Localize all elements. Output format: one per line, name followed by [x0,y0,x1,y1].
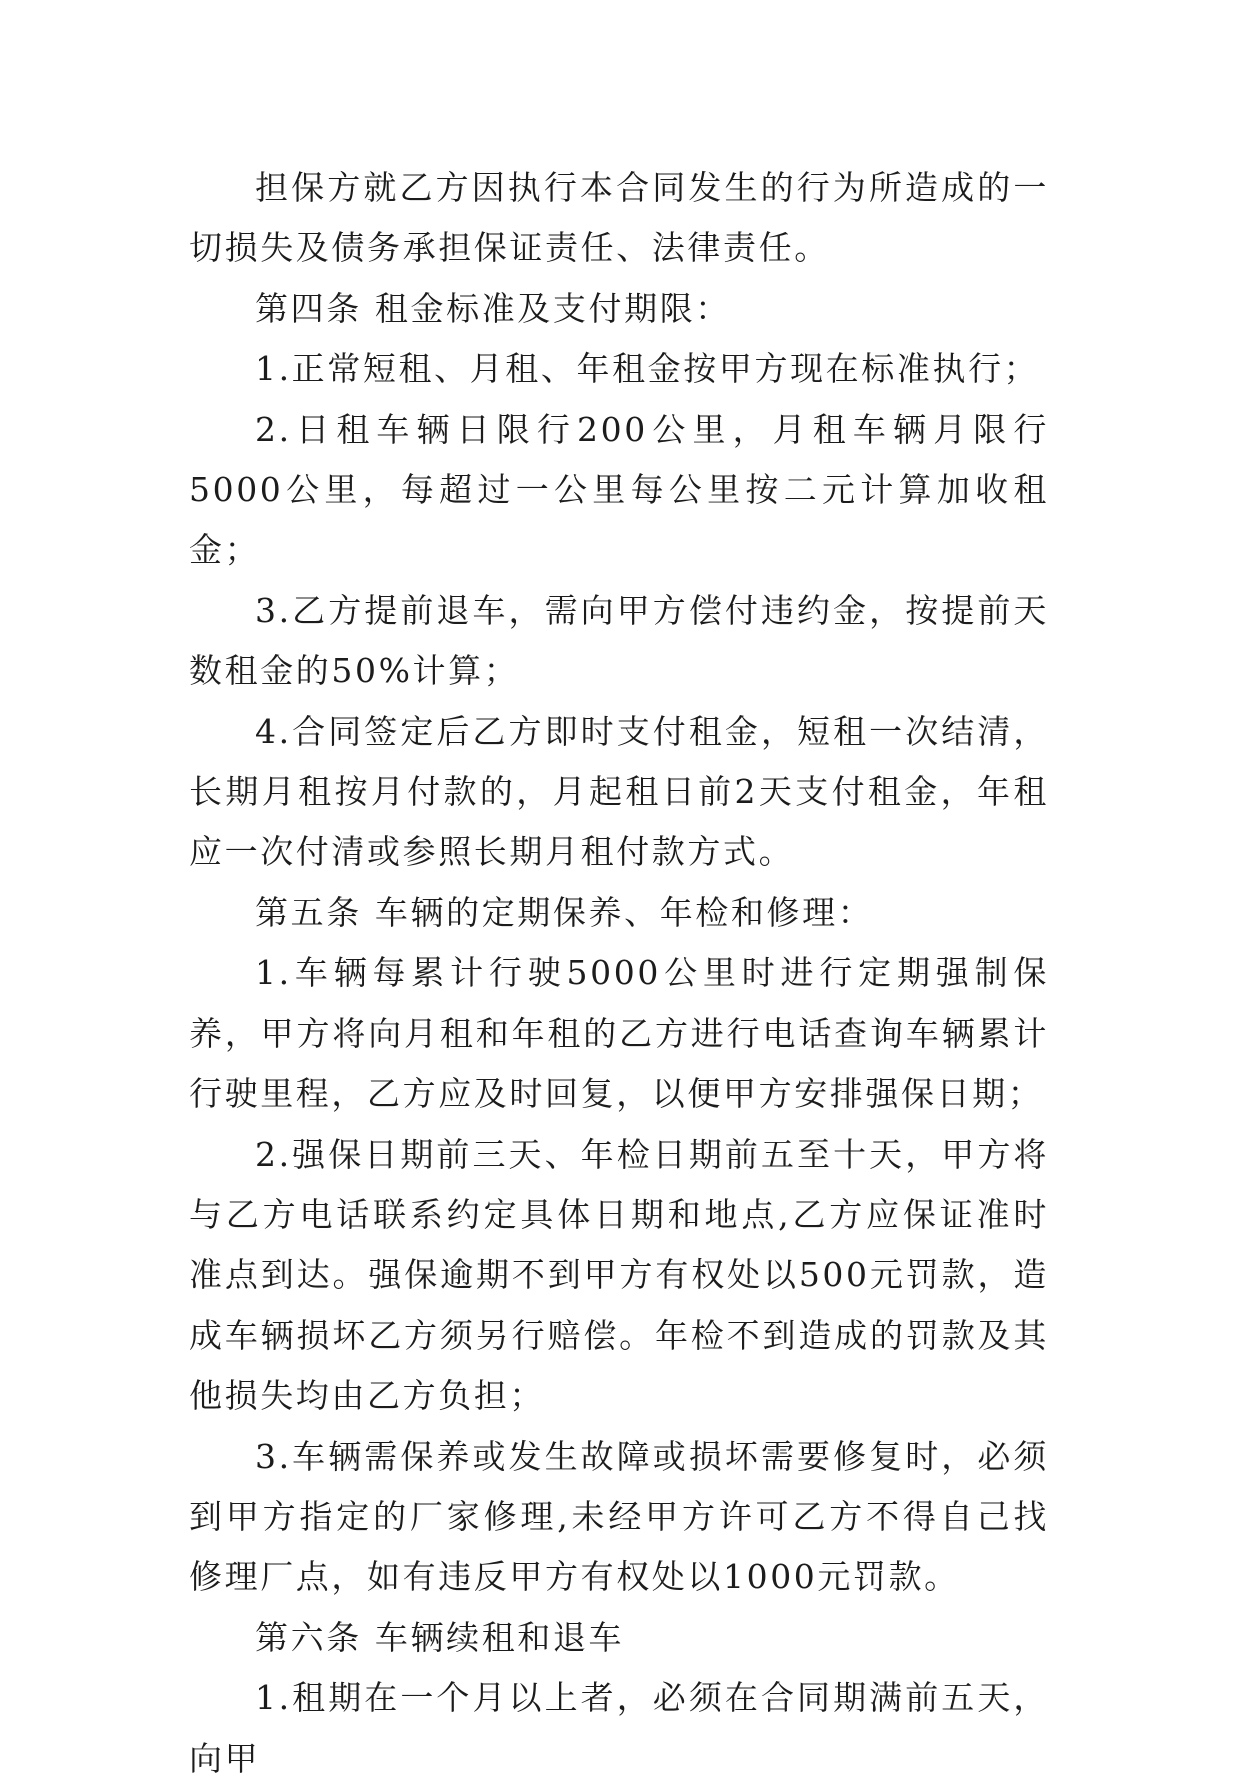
article-4-item-2: 2.日租车辆日限行200公里，月租车辆月限行5000公里，每超过一公里每公里按二元计算加收租金； [189,409,1049,570]
article-6-heading: 第六条 车辆续租和退车 [255,1617,625,1657]
document-body [189,158,1049,1789]
article-4-item-3: 3.乙方提前退车，需向甲方偿付违约金，按提前天数租金的50%计算； [189,590,1049,691]
article-5-item-3: 3.车辆需保养或发生故障或损坏需要修复时，必须到甲方指定的厂家修理,未经甲方许可乙方不得自己找修理厂点，如有违反甲方有权处以1000元罚款。 [189,1436,1049,1597]
article-4-item-4: 4.合同签定后乙方即时支付租金，短租一次结清，长期月租按月付款的，月起租日前2天支付租金，年租应一次付清或参照长期月租付款方式。 [189,711,1049,872]
article-5-heading: 第五条 车辆的定期保养、年检和修理： [255,892,874,932]
article-4-item-1: 1.正常短租、月租、年租金按甲方现在标准执行； [255,349,1040,389]
article-5-item-2: 2.强保日期前三天、年检日期前五至十天，甲方将与乙方电话联系约定具体日期和地点,乙方应保证准时准点到达。强保逾期不到甲方有权处以500元罚款，造成车辆损坏乙方须另行赔偿。年检不到造成的罚款及其他损失均由乙方负担； [189,1134,1049,1416]
article-5-item-1: 1.车辆每累计行驶5000公里时进行定期强制保养，甲方将向月租和年租的乙方进行电话查询车辆累计行驶里程，乙方应及时回复，以便甲方安排强保日期； [189,953,1049,1114]
article-6-item-1: 1.租期在一个月以上者，必须在合同期满前五天，向甲 [189,1678,1049,1778]
paragraph-guarantee: 担保方就乙方因执行本合同发生的行为所造成的一切损失及债务承担保证责任、法律责任。 [189,168,1049,268]
article-4-heading: 第四条 租金标准及支付期限： [255,288,731,328]
